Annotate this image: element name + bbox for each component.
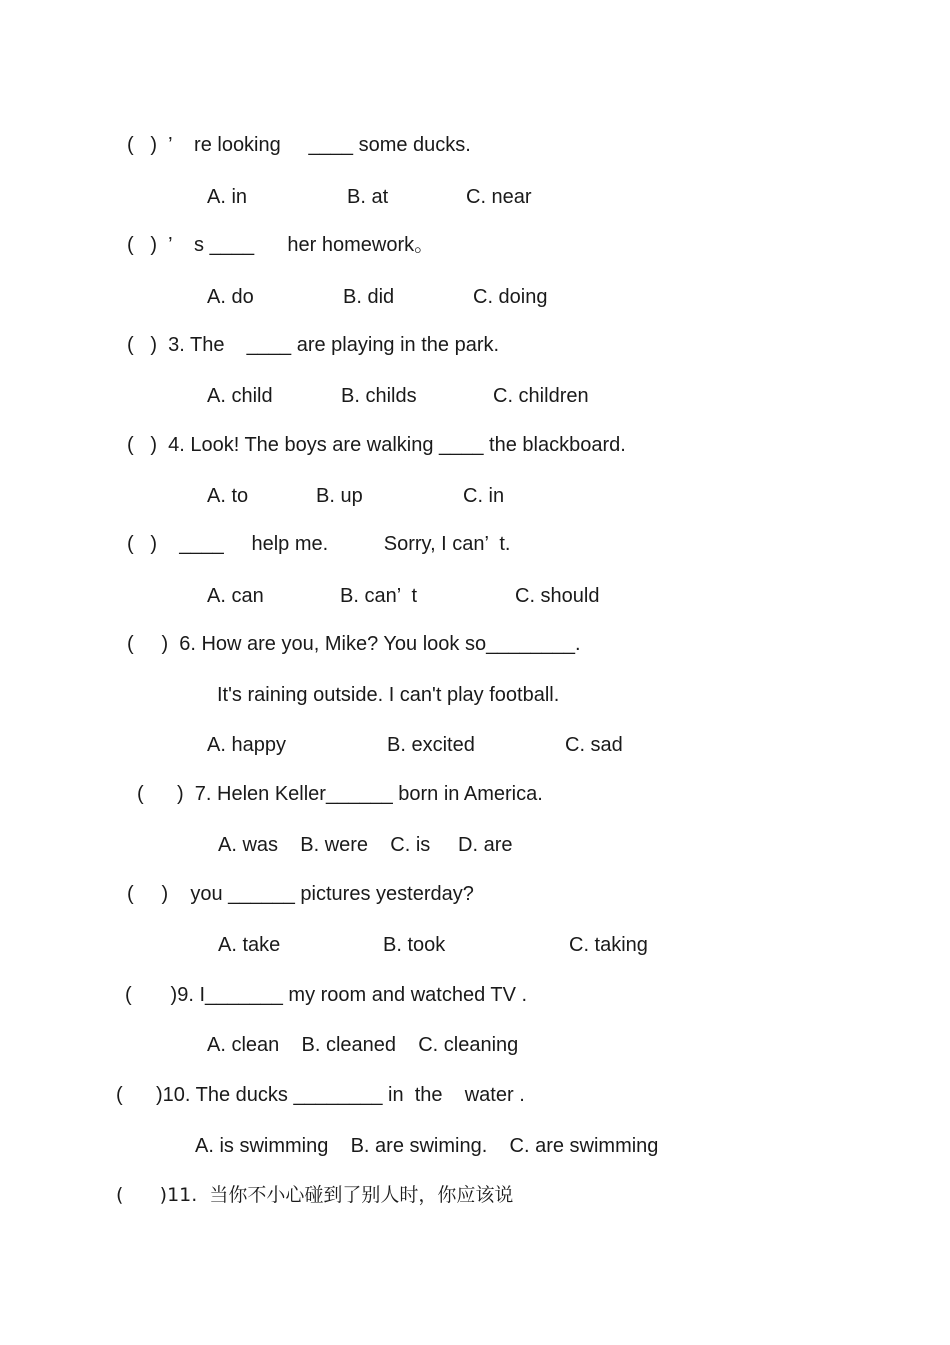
- question-2-option-c: C. doing: [473, 286, 548, 308]
- question-11-stem: ( )11. 当你不小心碰到了别人时，你应该说: [116, 1184, 514, 1206]
- question-6-option-b: B. excited: [387, 734, 475, 756]
- question-10-options: A. is swimming B. are swiming. C. are swimming: [195, 1135, 659, 1157]
- question-2-stem: ( ) ’ s ____ her homework。: [127, 234, 435, 256]
- question-8-option-b: B. took: [383, 934, 446, 956]
- question-4-option-a: A. to: [207, 485, 249, 507]
- question-6-stem: ( ) 6. How are you, Mike? You look so________.: [127, 633, 581, 655]
- question-5-option-c: C. should: [515, 585, 600, 607]
- question-10-stem: ( )10. The ducks ________ in the water .: [116, 1084, 525, 1106]
- question-2-option-a: A. do: [207, 286, 254, 308]
- question-6-option-a: A. happy: [207, 734, 286, 756]
- question-1-stem: ( ) ’ re looking ____ some ducks.: [127, 134, 471, 156]
- question-9-options: A. clean B. cleaned C. cleaning: [207, 1034, 519, 1056]
- question-9-stem: ( )9. I_______ my room and watched TV .: [125, 984, 528, 1006]
- question-5-option-a: A. can: [207, 585, 264, 607]
- question-3-option-b: B. childs: [341, 385, 417, 407]
- question-1-option-c: C. near: [466, 186, 532, 208]
- question-5-stem: ( ) ____ help me. Sorry, I can’ t.: [127, 533, 511, 555]
- question-7-stem: ( ) 7. Helen Keller______ born in America.: [137, 783, 543, 805]
- question-3-option-a: A. child: [207, 385, 273, 407]
- question-7-options: A. was B. were C. is D. are: [218, 834, 513, 856]
- question-2-option-b: B. did: [343, 286, 395, 308]
- question-6-option-c: C. sad: [565, 734, 623, 756]
- question-3-option-c: C. children: [493, 385, 589, 407]
- question-8-stem: ( ) you ______ pictures yesterday?: [127, 883, 474, 905]
- question-3-stem: ( ) 3. The ____ are playing in the park.: [127, 334, 500, 356]
- question-4-stem: ( ) 4. Look! The boys are walking ____ the blackboard.: [127, 434, 626, 456]
- question-4-option-c: C. in: [463, 485, 505, 507]
- question-1-option-a: A. in: [207, 186, 248, 208]
- question-5-option-b: B. can’ t: [340, 585, 418, 607]
- question-6-context: It's raining outside. I can't play football.: [217, 684, 560, 706]
- question-4-option-b: B. up: [316, 485, 363, 507]
- question-1-option-b: B. at: [347, 186, 389, 208]
- question-8-option-c: C. taking: [569, 934, 648, 956]
- question-8-option-a: A. take: [218, 934, 281, 956]
